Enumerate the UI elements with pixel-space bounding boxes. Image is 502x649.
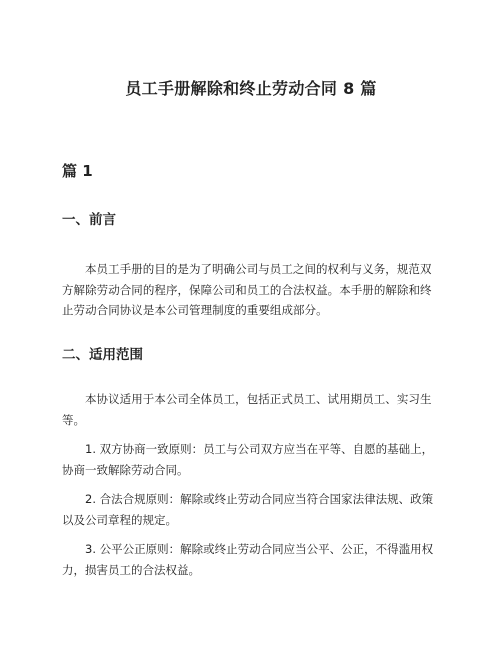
section-title: 篇 1 [62, 162, 93, 180]
heading-scope: 二、适用范围 [62, 347, 143, 363]
list-item: 1. 双方协商一致原则：员工与公司双方应当在平等、自愿的基础上，协商一致解除劳动合同。 [62, 442, 434, 477]
list-item: 2. 合法合规原则：解除或终止劳动合同应当符合国家法律法规、政策以及公司章程的规定。 [62, 492, 434, 527]
preface-paragraph: 本员工手册的目的是为了明确公司与员工之间的权利与义务，规范双方解除劳动合同的程序，保障公司和员工的合法权益。本手册的解除和终止劳动合同协议是本公司管理制度的重要组成部分。 [62, 262, 432, 317]
scope-paragraph: 本协议适用于本公司全体员工，包括正式员工、试用期员工、实习生等。 [62, 392, 432, 427]
document-title: 员工手册解除和终止劳动合同 8 篇 [125, 79, 377, 98]
heading-preface: 一、前言 [62, 212, 116, 228]
list-item: 3. 公平公正原则：解除或终止劳动合同应当公平、公正，不得滥用权力，损害员工的合法权益。 [62, 542, 434, 577]
